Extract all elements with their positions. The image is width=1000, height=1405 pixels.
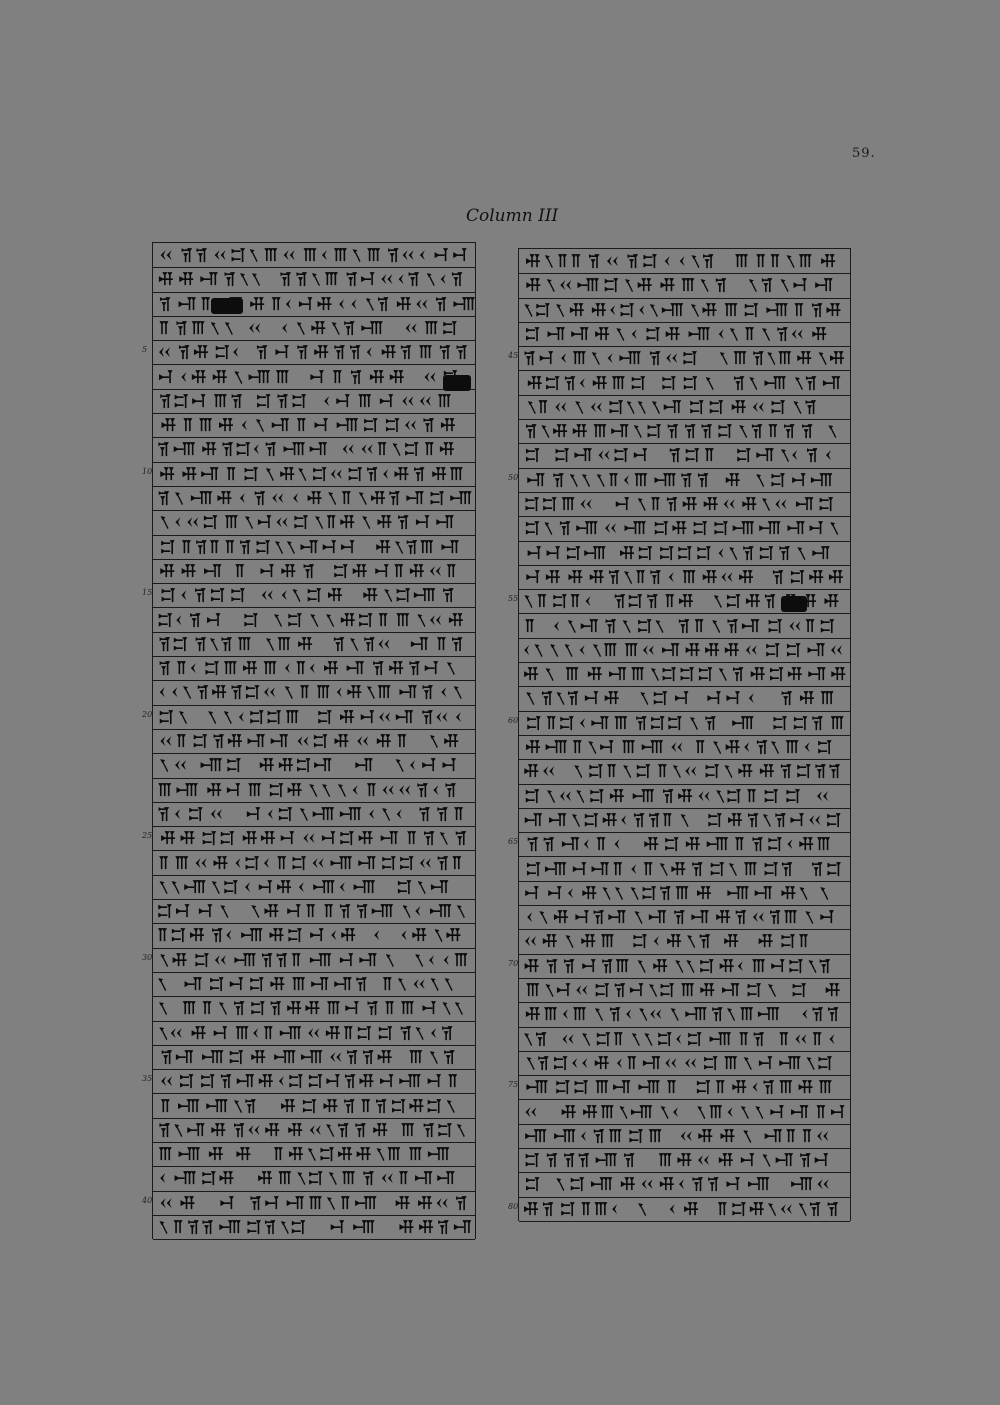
cuneiform-glyphs [153,413,475,437]
cuneiform-glyphs [153,680,475,704]
inscription-line [153,413,475,438]
line-number: 40 [142,1195,153,1205]
inscription-line [519,1148,850,1173]
inscription-line [519,638,850,663]
cuneiform-glyphs [153,267,475,291]
inscription-line [519,929,850,954]
inscription-line [519,954,850,979]
inscription-line [519,395,850,420]
inscription-line [153,802,475,827]
line-number: 5 [142,345,148,355]
inscription-line [153,1191,475,1216]
line-number: 10 [142,466,153,476]
cuneiform-glyphs [153,923,475,947]
inscription-line [519,735,850,760]
cuneiform-glyphs [519,905,850,929]
cuneiform-glyphs [153,1069,475,1093]
inscription-line [519,492,850,517]
cuneiform-glyphs [153,1166,475,1190]
inscription-line [153,1069,475,1094]
inscription-line [519,662,850,687]
cuneiform-glyphs [153,1215,475,1239]
cuneiform-glyphs [519,808,850,832]
inscription-line [519,784,850,809]
inscription-line [519,759,850,784]
cuneiform-glyphs [519,1051,850,1075]
cuneiform-glyphs [519,662,850,686]
inscription-line [519,1197,850,1222]
cuneiform-glyphs [153,1045,475,1069]
cuneiform-glyphs [519,249,850,273]
damaged-area [443,375,471,391]
cuneiform-glyphs [519,1172,850,1196]
inscription-line [519,346,850,371]
inscription-line [153,656,475,681]
inscription-line [153,996,475,1021]
cuneiform-glyphs [519,273,850,297]
cuneiform-glyphs [153,365,475,389]
cuneiform-glyphs [153,656,475,680]
inscription-line [519,1002,850,1027]
cuneiform-glyphs [153,462,475,486]
inscription-line [519,516,850,541]
inscription-line [153,1142,475,1167]
cuneiform-glyphs [519,978,850,1002]
inscription-line [519,273,850,298]
cuneiform-glyphs [153,826,475,850]
cuneiform-glyphs [519,541,850,565]
inscription-line [153,705,475,730]
cuneiform-glyphs [153,437,475,461]
inscription-line [153,826,475,851]
cuneiform-glyphs [519,638,850,662]
inscription-line [153,899,475,924]
inscription-line [153,972,475,997]
line-number: 70 [508,958,519,968]
cuneiform-glyphs [519,1027,850,1051]
inscription-line [519,322,850,347]
inscription-line [153,243,475,268]
cuneiform-glyphs [519,395,850,419]
inscription-line [519,1124,850,1149]
inscription-line [153,462,475,487]
inscription-line [519,686,850,711]
inscription-line [153,292,475,317]
cuneiform-glyphs [153,1118,475,1142]
cuneiform-glyphs [519,784,850,808]
cuneiform-glyphs [519,686,850,710]
line-number: 45 [508,351,519,361]
cuneiform-glyphs [153,559,475,583]
cuneiform-glyphs [519,1075,850,1099]
line-number: 50 [508,472,519,482]
page-number: 59. [852,146,876,161]
cuneiform-glyphs [153,510,475,534]
inscription-line [153,851,475,876]
inscription-column-left [152,242,476,1239]
inscription-line [519,1027,850,1052]
cuneiform-glyphs [153,1094,475,1118]
inscription-line [153,948,475,973]
cuneiform-glyphs [153,996,475,1020]
inscription-line [519,419,850,444]
cuneiform-glyphs [519,1197,850,1221]
cuneiform-glyphs [519,1100,850,1124]
cuneiform-glyphs [519,322,850,346]
inscription-line [153,753,475,778]
inscription-line [519,249,850,274]
inscription-line [153,510,475,535]
inscription-line [153,316,475,341]
cuneiform-glyphs [519,492,850,516]
cuneiform-glyphs [153,1191,475,1215]
column-heading: Column III [466,206,559,226]
cuneiform-glyphs [153,316,475,340]
cuneiform-glyphs [153,340,475,364]
inscription-line [519,881,850,906]
cuneiform-glyphs [153,389,475,413]
inscription-line [153,365,475,390]
inscription-line [519,711,850,736]
cuneiform-glyphs [153,535,475,559]
inscription-line [519,1051,850,1076]
cuneiform-glyphs [153,243,475,267]
inscription-line [519,1075,850,1100]
damaged-area [211,298,243,314]
inscription-line [519,1100,850,1125]
inscription-line [519,832,850,857]
cuneiform-glyphs [153,608,475,632]
inscription-line [153,559,475,584]
cuneiform-glyphs [153,778,475,802]
line-number: 75 [508,1080,519,1090]
inscription-line [153,486,475,511]
cuneiform-glyphs [153,851,475,875]
inscription-line [153,389,475,414]
cuneiform-glyphs [519,832,850,856]
inscription-line [153,340,475,365]
inscription-line [153,608,475,633]
inscription-line [153,535,475,560]
cuneiform-glyphs [153,486,475,510]
cuneiform-glyphs [153,1142,475,1166]
line-number: 15 [142,588,153,598]
cuneiform-glyphs [153,632,475,656]
cuneiform-glyphs [153,899,475,923]
cuneiform-glyphs [519,954,850,978]
cuneiform-glyphs [519,1002,850,1026]
cuneiform-glyphs [519,735,850,759]
cuneiform-glyphs [519,419,850,443]
inscription-line [153,729,475,754]
cuneiform-glyphs [519,711,850,735]
inscription-line [153,1118,475,1143]
line-number: 20 [142,709,153,719]
cuneiform-glyphs [519,857,850,881]
line-number: 25 [142,831,153,841]
cuneiform-glyphs [153,1021,475,1045]
inscription-line [153,1021,475,1046]
inscription-line [519,298,850,323]
cuneiform-glyphs [519,298,850,322]
cuneiform-glyphs [153,729,475,753]
inscription-line [153,1215,475,1240]
inscription-line [519,371,850,396]
inscription-line [519,857,850,882]
cuneiform-glyphs [519,1148,850,1172]
line-number: 30 [142,952,153,962]
inscription-line [519,614,850,639]
line-number: 35 [142,1074,153,1084]
cuneiform-glyphs [519,614,850,638]
inscription-line [153,437,475,462]
inscription-line [153,632,475,657]
inscription-line [153,1166,475,1191]
inscription-line [153,267,475,292]
inscription-line [153,1045,475,1070]
cuneiform-glyphs [519,443,850,467]
inscription-line [153,1094,475,1119]
cuneiform-glyphs [153,292,475,316]
inscription-line [519,978,850,1003]
line-number: 55 [508,594,519,604]
cuneiform-glyphs [519,881,850,905]
cuneiform-glyphs [519,516,850,540]
cuneiform-glyphs [153,583,475,607]
inscription-line [153,583,475,608]
cuneiform-glyphs [153,753,475,777]
cuneiform-glyphs [519,371,850,395]
inscription-line [153,923,475,948]
cuneiform-glyphs [153,972,475,996]
inscription-line [519,468,850,493]
inscription-line [519,443,850,468]
cuneiform-glyphs [519,468,850,492]
inscription-line [519,905,850,930]
cuneiform-glyphs [153,948,475,972]
inscription-line [519,808,850,833]
line-number: 60 [508,715,519,725]
damaged-area [781,596,807,612]
inscription-line [519,565,850,590]
inscription-column-right [518,248,851,1221]
line-number: 80 [508,1201,519,1211]
cuneiform-glyphs [153,802,475,826]
cuneiform-glyphs [153,705,475,729]
inscription-line [153,875,475,900]
line-number: 65 [508,837,519,847]
cuneiform-glyphs [153,875,475,899]
inscription-line [519,541,850,566]
cuneiform-glyphs [519,565,850,589]
inscription-line [153,680,475,705]
inscription-line [153,778,475,803]
cuneiform-glyphs [519,346,850,370]
cuneiform-glyphs [519,1124,850,1148]
cuneiform-glyphs [519,929,850,953]
cuneiform-glyphs [519,759,850,783]
inscription-line [519,1172,850,1197]
